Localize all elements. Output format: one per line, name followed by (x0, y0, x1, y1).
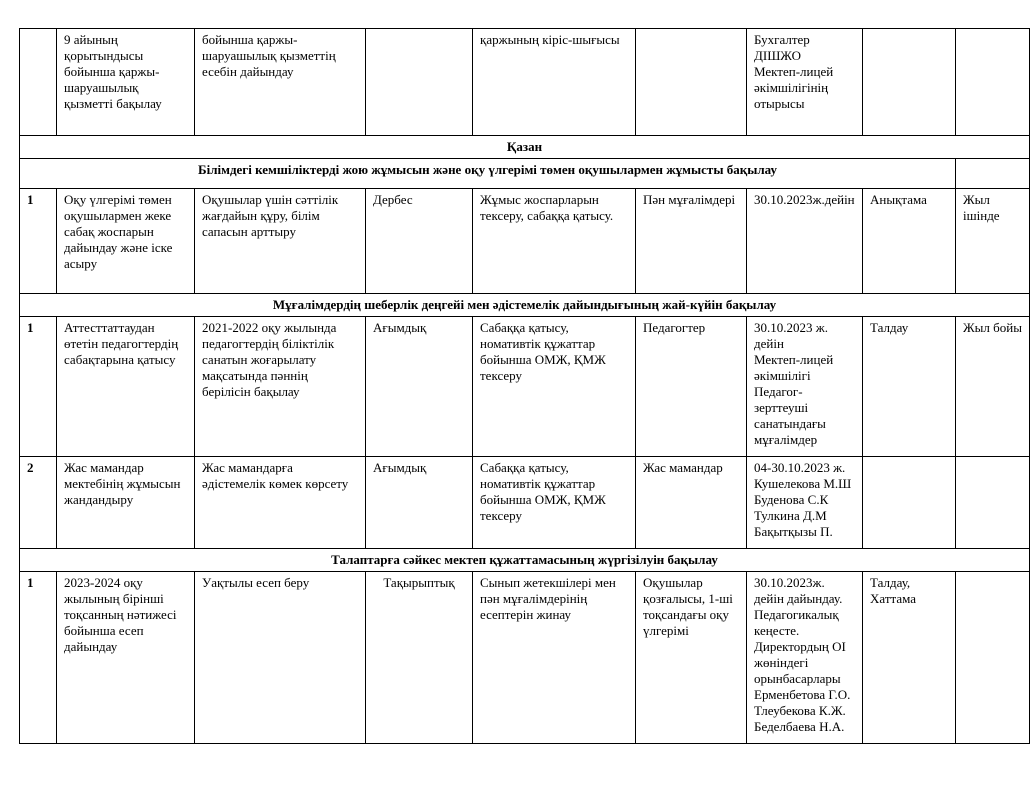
num-cell: 1 (20, 189, 57, 294)
goal-cell: Оқушылар үшін сәттілік жағдайын құру, білім сапасын арттыру (195, 189, 366, 294)
type-cell: Ағымдық (366, 317, 473, 457)
section-row (20, 549, 1030, 572)
deadline-line: Бақытқызы П. (754, 524, 833, 539)
type-cell: Дербес (366, 189, 473, 294)
object-cell: Оқушылар қозғалысы, 1-ші тоқсандағы оқу үлгерімі (636, 572, 747, 744)
goal-cell: Жас мамандарға әдістемелік көмек көрсету (195, 457, 366, 549)
deadline-cell: 30.10.2023ж.дейін (747, 189, 863, 294)
deadline-line: Директордың ОІ жөніндегі орынбасарлары (754, 639, 846, 686)
month-row (20, 136, 1030, 159)
deadline-line: Ерменбетова Г.О. (754, 687, 851, 702)
topic-cell: 9 айының қорытындысы бойынша қаржы-шаруашылық қызметті бақылау (57, 29, 195, 136)
type-cell (366, 29, 473, 136)
deadline-line: Тлеубекова К.Ж. (754, 703, 846, 718)
num-cell: 1 (20, 317, 57, 457)
month-heading: Қазан (20, 136, 1030, 159)
section-row (20, 159, 1030, 189)
method-cell: Сабаққа қатысу, номативтік құжаттар бойынша ОМЖ, ҚМЖ тексеру (473, 457, 636, 549)
deadline-line: 04-30.10.2023 ж. (754, 460, 846, 475)
goal-cell: 2021-2022 оқу жылында педагогтердің біліктілік санатын жоғарылату мақсатында пәннің берілісін бақылау (195, 317, 366, 457)
section-heading: Мұғалімдердің шеберлік деңгейі мен әдістемелік дайындығының жай-күйін бақылау (20, 294, 1030, 317)
topic-cell: 2023-2024 оқу жылының бірінші тоқсанның нәтижесі бойынша есеп дайындау (57, 572, 195, 744)
section-heading: Білімдегі кемшіліктерді жою жұмысын және оқу үлгерімі төмен оқушылармен жұмысты бақылау (20, 159, 956, 189)
deadline-line: Мектеп-лицей әкімшілігінің отырысы (754, 64, 834, 111)
deadline-cell (747, 457, 863, 549)
period-cell (956, 457, 1030, 549)
deadline-cell (747, 572, 863, 744)
result-cell: Анықтама (863, 189, 956, 294)
method-cell: Сынып жетекшілері мен пән мұғалімдерінің есептерін жинау (473, 572, 636, 744)
object-cell: Педагогтер (636, 317, 747, 457)
result-cell (863, 29, 956, 136)
deadline-line: Мектеп-лицей әкімшілігі (754, 352, 834, 383)
num-cell (20, 29, 57, 136)
table-row (20, 317, 1030, 457)
deadline-line: Буденова С.К (754, 492, 829, 507)
period-cell (956, 572, 1030, 744)
result-cell (863, 457, 956, 549)
goal-cell: бойынша қаржы-шаруашылық қызметтің есебін дайындау (195, 29, 366, 136)
method-cell: Жұмыс жоспарларын тексеру, сабаққа қатысу. (473, 189, 636, 294)
deadline-line: Бухгалтер (754, 32, 810, 47)
period-cell (956, 29, 1030, 136)
method-cell: қаржының кіріс-шығысы (473, 29, 636, 136)
type-cell: Тақырыптық (366, 572, 473, 744)
deadline-cell (747, 29, 863, 136)
section-heading: Талаптарға сәйкес мектеп құжаттамасының жүргізілуін бақылау (20, 549, 1030, 572)
section-row (20, 294, 1030, 317)
table-row (20, 457, 1030, 549)
type-cell: Ағымдық (366, 457, 473, 549)
deadline-line: ДІШЖО (754, 48, 802, 63)
topic-cell: Аттесттаттаудан өтетін педагогтердің сабақтарына қатысу (57, 317, 195, 457)
result-cell: Талдау (863, 317, 956, 457)
method-cell: Сабаққа қатысу, номативтік құжаттар бойынша ОМЖ, ҚМЖ тексеру (473, 317, 636, 457)
deadline-line: Педагог-зерттеуші санатындағы мұғалімдер (754, 384, 826, 447)
object-cell: Жас мамандар (636, 457, 747, 549)
table-row (20, 572, 1030, 744)
period-cell: Жыл бойы (956, 317, 1030, 457)
empty-cell (956, 159, 1030, 189)
object-cell: Пән мұғалімдері (636, 189, 747, 294)
object-cell (636, 29, 747, 136)
table-row (20, 29, 1030, 136)
control-plan-table (19, 28, 1030, 744)
deadline-cell (747, 317, 863, 457)
deadline-line: 30.10.2023ж. дейін дайындау. Педагогикалық кеңесте. (754, 575, 843, 638)
result-cell: Талдау, Хаттама (863, 572, 956, 744)
topic-cell: Жас мамандар мектебінің жұмысын жандандыру (57, 457, 195, 549)
deadline-line: Кушелекова М.Ш (754, 476, 852, 491)
deadline-line: 30.10.2023 ж. дейін (754, 320, 828, 351)
period-cell: Жыл ішінде (956, 189, 1030, 294)
num-cell: 1 (20, 572, 57, 744)
topic-cell: Оқу үлгерімі төмен оқушылармен жеке сабақ жоспарын дайындау және іске асыру (57, 189, 195, 294)
table-row (20, 189, 1030, 294)
num-cell: 2 (20, 457, 57, 549)
deadline-line: Беделбаева Н.А. (754, 719, 845, 734)
deadline-line: Тулкина Д.М (754, 508, 827, 523)
goal-cell: Уақтылы есеп беру (195, 572, 366, 744)
